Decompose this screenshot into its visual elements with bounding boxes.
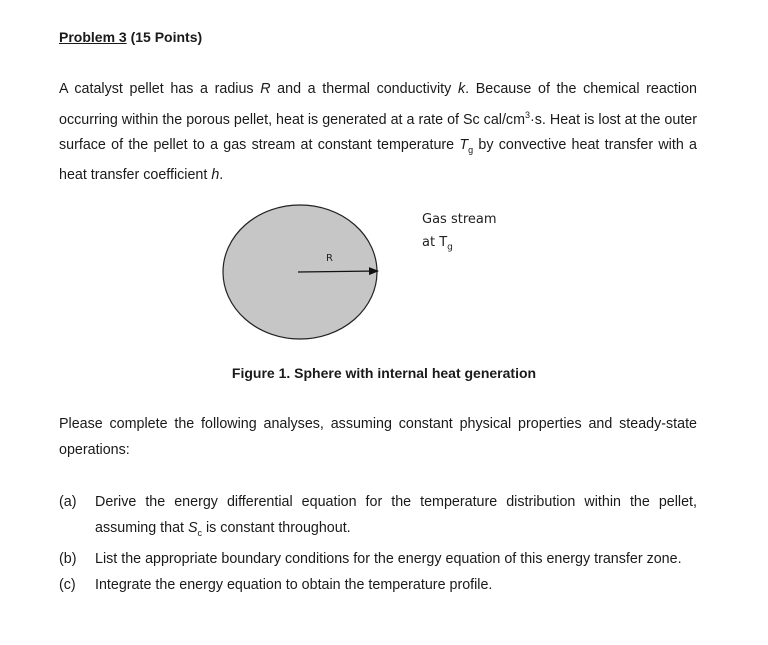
- problem-points: (15 Points): [130, 29, 203, 45]
- figure-caption: Figure 1. Sphere with internal heat generation: [231, 365, 537, 381]
- problem-number: Problem 3: [59, 29, 127, 45]
- gas-stream-label: Gas stream at $T_g$: [422, 212, 497, 253]
- radius-symbol: R: [260, 81, 271, 97]
- task-item-c: (c) Integrate the energy equation to obtain the temperature profile.: [59, 577, 493, 594]
- task-item-b: (b) List the appropriate boundary conditions for the energy equation of this energy transfer zone.: [59, 550, 682, 567]
- task-item-a: (a) Derive the energy differential equation for the temperature distribution within the pellet, assuming that $S_c$ is constant throughout.: [59, 494, 697, 538]
- coefficient-symbol: h: [211, 167, 220, 184]
- gas-temperature-symbol: T: [459, 136, 469, 153]
- problem-statement: A catalyst pellet has a radius R and a thermal conductivity k. Because of the chemical reaction occurring within the porous pellet, heat is generated at a rate of Sc cal/$cm^3\cdot s$. Heat is lost at the outer surface of the pellet to a gas stream at constant temperature $T_g$ by convective heat transfer with a heat transfer coefficient h.: [59, 81, 697, 184]
- instructions-text: Please complete the following analyses, assuming constant physical properties and steady-state operations:: [59, 416, 697, 458]
- radius-label: R: [326, 253, 333, 264]
- conductivity-symbol: k: [457, 81, 466, 97]
- task-list: [59, 490, 697, 600]
